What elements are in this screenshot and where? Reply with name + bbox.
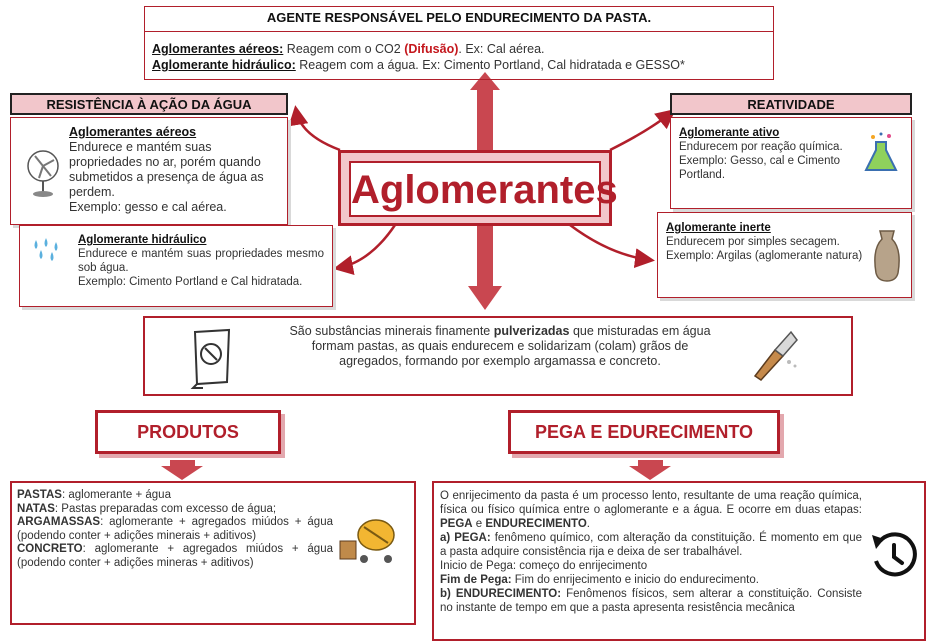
header-panel [144, 6, 774, 80]
flask-icon [861, 132, 901, 176]
reatividade-inerte-text: Endurecem por simples secagem. [666, 236, 840, 248]
center-title-box [338, 150, 618, 226]
definicao-text-bold: pulverizadas [493, 324, 570, 338]
header-hidraulico-text: Reagem com a água. Ex: Cimento Portland, Cal hidratada e GESSO* [295, 58, 685, 72]
arrow-right-up [610, 112, 672, 150]
arrow-down-shaft [477, 222, 493, 292]
fan-icon [25, 148, 61, 198]
produtos-item-pastas: PASTAS: aglomerante + água [17, 489, 171, 501]
trowel-icon [741, 326, 803, 384]
arrow-right-down [570, 225, 650, 260]
resistencia-hidraulico-content [78, 233, 324, 289]
center-title: Aglomerantes [349, 161, 601, 217]
resistencia-hidraulico-label: Aglomerante hidráulico [78, 234, 207, 246]
arrow-up-shaft [477, 82, 493, 152]
pega-b: b) ENDURECIMENTO: Fenômenos físicos, sem alterar a constituição. Consiste no instante de tempo em que a pasta apresenta resistência mecânica [440, 588, 863, 614]
reatividade-ativo-text: Endurecem por reação química. [679, 141, 843, 153]
reatividade-inerte-content [666, 221, 866, 263]
header-aereo-highlight: (Difusão) [404, 42, 459, 56]
pega-box [432, 481, 926, 641]
resistencia-aereos-content [69, 125, 281, 215]
header-title: AGENTE RESPONSÁVEL PELO ENDURECIMENTO DA PASTA. [145, 7, 773, 32]
header-line-aereo [152, 41, 764, 57]
header-body [152, 41, 764, 73]
concrete-mixer-icon [338, 513, 400, 565]
pega-content [440, 489, 862, 615]
header-aereo-text-a: Reagem com o CO2 [283, 42, 405, 56]
produtos-item-argamassas: ARGAMASSAS: aglomerante + agregados miúdos + água (podendo conter + adições minerais + aditivos) [17, 516, 333, 542]
definicao-content [285, 324, 715, 369]
resistencia-aereos-text: Endurece e mantém suas propriedades no ar, porém quando submetidos a presença de água as perdem. [69, 140, 264, 199]
produtos-box [10, 481, 416, 625]
produtos-list [17, 489, 333, 570]
arrow-left-up [296, 110, 340, 150]
reatividade-ativo-box [670, 117, 912, 209]
history-clock-icon [868, 529, 920, 581]
reatividade-title: REATIVIDADE [670, 93, 912, 115]
arrow-left-down [338, 225, 395, 268]
produtos-title: PRODUTOS [95, 410, 281, 454]
resistencia-hidraulico-text: Endurece e mantém suas propriedades mesmo sob água. [78, 248, 324, 274]
definicao-text-b: que misturadas em água formam pastas, as quais endurecem e solidarizam (colam) grãos de agregados, formando por exemplo argamassa e concreto. [311, 324, 711, 368]
definicao-text-a: São substâncias minerais finamente [289, 324, 494, 338]
header-hidraulico-label: Aglomerante hidráulico: [152, 58, 296, 72]
reatividade-ativo-example: Exemplo: Gesso, cal e Cimento Portland. [679, 155, 841, 181]
resistencia-aereos-box [10, 117, 288, 225]
pega-inicio: Inicio de Pega: começo do enrijecimento [440, 560, 648, 572]
reatividade-inerte-label: Aglomerante inerte [666, 222, 771, 234]
resistencia-hidraulico-example: Exemplo: Cimento Portland e Cal hidratada. [78, 276, 303, 288]
reatividade-ativo-content [679, 126, 859, 182]
pega-fim: Fim de Pega: Fim do enrijecimento e inicio do endurecimento. [440, 574, 759, 586]
arrow-pega-down [629, 460, 671, 480]
definicao-box [143, 316, 853, 396]
header-aereo-label: Aglomerantes aéreos: [152, 42, 284, 56]
produtos-item-concreto: CONCRETO: aglomerante + agregados miúdos + água (podendo conter + adições mineras + aditivos) [17, 543, 333, 569]
resistencia-aereos-example: Exemplo: gesso e cal aérea. [69, 200, 227, 214]
produtos-item-natas: NATAS: Pastas preparadas com excesso de água; [17, 502, 277, 515]
resistencia-title: RESISTÊNCIA À AÇÃO DA ÁGUA [10, 93, 288, 115]
water-drops-icon [30, 236, 62, 264]
reatividade-ativo-label: Aglomerante ativo [679, 127, 780, 139]
resistencia-hidraulico-box [19, 225, 333, 307]
resistencia-aereos-label: Aglomerantes aéreos [69, 125, 197, 139]
pega-intro: O enrijecimento da pasta é um processo lento, resultante de uma reação química, física ou físico química entre o aglomerante e a água. E ocorre em duas etapas: PEGA e ENDURECIMENTO. [440, 490, 862, 530]
reatividade-inerte-example: Exemplo: Argilas (aglomerante natura) [666, 250, 863, 262]
pega-a: a) PEGA: fenômeno químico, com alteração da constituição. É momento em que a pasta adquire consistência rija e deixa de ser trabalhável. [440, 532, 862, 558]
arrow-down-head [468, 286, 502, 310]
header-aereo-text-b: . Ex: Cal aérea. [458, 42, 545, 56]
header-line-hidraulico [152, 57, 764, 73]
vase-icon [870, 227, 904, 285]
arrow-produtos-down [161, 460, 203, 480]
pega-title: PEGA E EDURECIMENTO [508, 410, 780, 454]
reatividade-inerte-box [657, 212, 912, 298]
cement-bag-icon [189, 328, 235, 390]
